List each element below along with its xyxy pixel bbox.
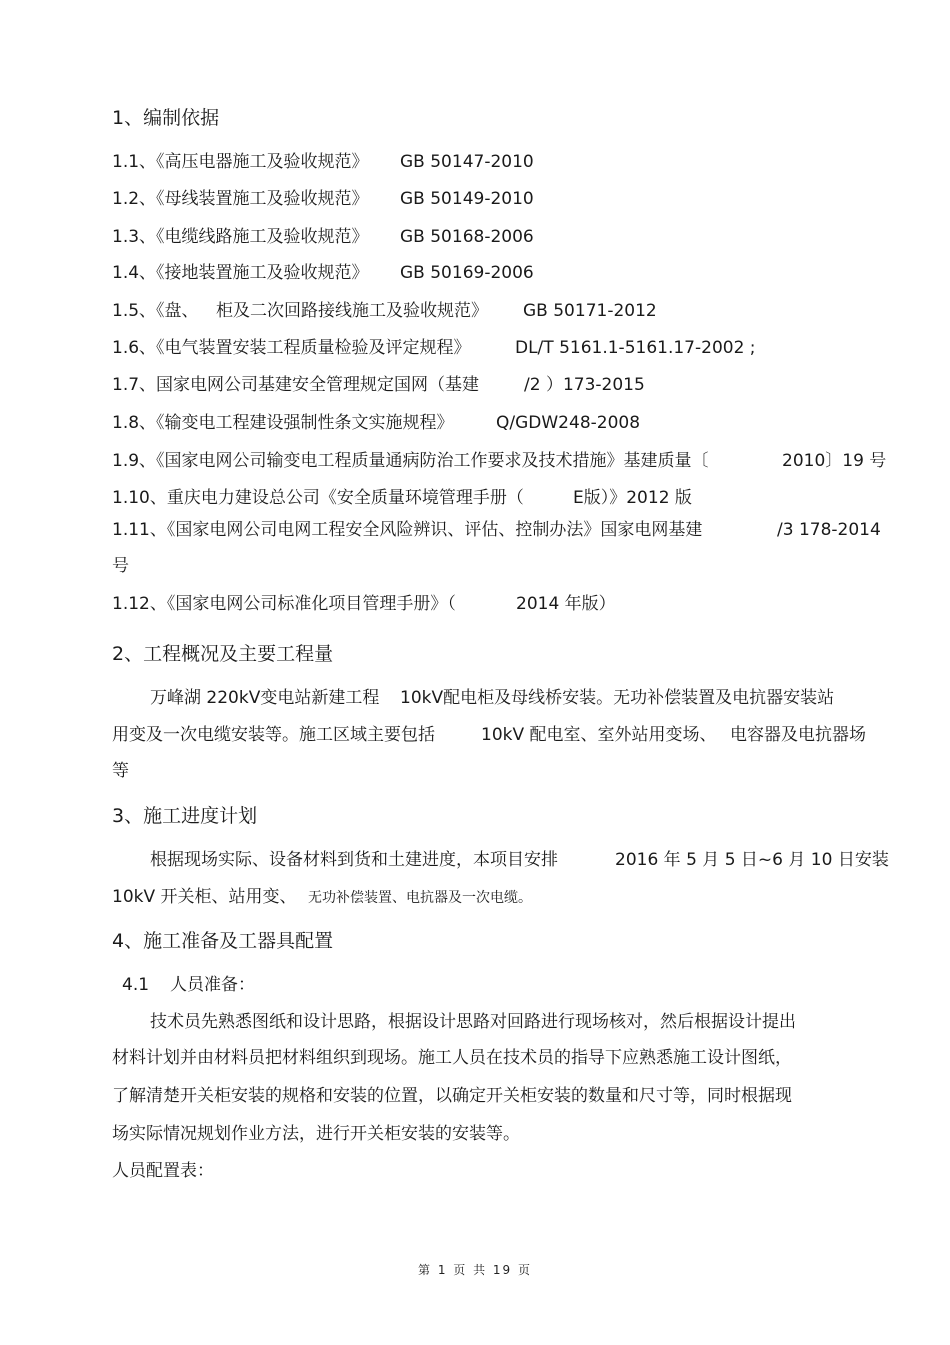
text-span: 2016 年 5 月 5 日~6 月 10 日安装 — [615, 850, 889, 870]
ref-number: 1.11 — [112, 520, 150, 540]
ref-item — [112, 225, 534, 249]
ref-code: /3 178-2014 — [777, 520, 881, 540]
ref-item — [112, 336, 756, 360]
ref-title: 、《高压电器施工及验收规范》 — [139, 152, 369, 172]
ref-code: GB 50171-2012 — [523, 301, 657, 321]
ref-number: 1.12 — [112, 594, 150, 614]
ref-number: 1.9 — [112, 451, 140, 471]
ref-number: 1.5 — [112, 301, 140, 321]
text-span: 无功补偿装置、电抗器及一次电缆。 — [308, 890, 532, 906]
ref-item — [112, 299, 657, 323]
section-1-heading: 1、编制依据 — [112, 107, 220, 129]
ref-title: 、《国家电网公司输变电工程质量通病防治工作要求及技术措施》基建质量〔 — [139, 451, 709, 471]
ref-title: 、《电气装置安装工程质量检验及评定规程》 — [139, 338, 471, 358]
ref-code: GB 50147-2010 — [400, 152, 534, 172]
ref-item — [112, 518, 881, 542]
section-3-heading: 3、施工进度计划 — [112, 805, 258, 827]
ref-number: 1.2 — [112, 189, 140, 209]
section-4-heading: 4、施工准备及工器具配置 — [112, 930, 334, 952]
subsection-4-1-heading — [122, 973, 255, 997]
paragraph-line: 技术员先熟悉图纸和设计思路，根据设计思路对回路进行现场核对，然后根据设计提出 — [150, 1012, 796, 1032]
ref-title: 、《盘、 — [139, 301, 199, 321]
ref-title: 、重庆电力建设总公司《安全质量环境管理手册（ — [149, 488, 524, 508]
ref-code: E版）》2012 版 — [573, 488, 692, 508]
paragraph-line — [150, 686, 835, 710]
ref-title: 、《接地装置施工及验收规范》 — [139, 263, 369, 283]
ref-number: 1.7 — [112, 375, 140, 395]
ref-title: 、《母线装置施工及验收规范》 — [139, 189, 369, 209]
ref-number: 1.4 — [112, 263, 140, 283]
ref-number: 1.10 — [112, 488, 150, 508]
ref-title: 、《输变电工程建设强制性条文实施规程》 — [139, 413, 454, 433]
ref-item — [112, 261, 534, 285]
table-caption: 人员配置表： — [112, 1161, 214, 1181]
ref-title: 、《国家电网公司电网工程安全风险辨识、评估、控制办法》国家电网基建 — [149, 520, 703, 540]
ref-number: 1.1 — [112, 152, 140, 172]
ref-number: 1.8 — [112, 413, 140, 433]
ref-item — [112, 486, 692, 510]
ref-code: GB 50149-2010 — [400, 189, 534, 209]
ref-item — [112, 592, 616, 616]
text-span: 10kV 开关柜、站用变、 — [112, 887, 297, 907]
ref-code: Q/GDW248-2008 — [496, 413, 641, 433]
paragraph-line: 等 — [112, 761, 129, 781]
ref-code: 2014 年版） — [516, 594, 616, 614]
ref-item — [112, 187, 534, 211]
ref-title: 、国家电网公司基建安全管理规定国网（基建 — [139, 375, 480, 395]
subsection-title: 人员准备： — [170, 975, 255, 995]
ref-code: 2010〕19 号 — [782, 451, 887, 471]
ref-code: GB 50168-2006 — [400, 227, 534, 247]
paragraph-line: 材料计划并由材料员把材料组织到现场。施工人员在技术员的指导下应熟悉施工设计图纸， — [112, 1048, 792, 1068]
ref-item — [112, 449, 887, 473]
paragraph-line — [150, 848, 889, 872]
ref-item — [112, 411, 641, 435]
page-footer: 第 1 页 共 19 页 — [418, 1263, 532, 1277]
text-span: 根据现场实际、设备材料到货和土建进度，本项目安排 — [150, 850, 558, 870]
ref-title: 、《国家电网公司标准化项目管理手册》（ — [149, 594, 456, 614]
paragraph-line — [112, 723, 866, 747]
ref-code: /2 ）173-2015 — [524, 375, 645, 395]
text-span: 电容器及电抗器场 — [730, 725, 866, 745]
ref-number: 1.6 — [112, 338, 140, 358]
text-span: 10kV 配电室、室外站用变场、 — [481, 725, 717, 745]
ref-item-continuation: 号 — [112, 556, 129, 576]
paragraph-line — [112, 885, 532, 909]
section-2-heading: 2、工程概况及主要工程量 — [112, 643, 334, 665]
ref-title: 、《电缆线路施工及验收规范》 — [139, 227, 369, 247]
ref-item — [112, 373, 645, 397]
paragraph-line: 场实际情况规划作业方法，进行开关柜安装的安装等。 — [112, 1124, 520, 1144]
ref-title-continued: 柜及二次回路接线施工及验收规范》 — [216, 301, 488, 321]
ref-number: 1.3 — [112, 227, 140, 247]
ref-code: DL/T 5161.1-5161.17-2002 ; — [515, 338, 756, 358]
paragraph-line: 了解清楚开关柜安装的规格和安装的位置，以确定开关柜安装的数量和尺寸等，同时根据现 — [112, 1086, 792, 1106]
text-span: 用变及一次电缆安装等。施工区域主要包括 — [112, 725, 435, 745]
text-span: 万峰湖 220kV变电站新建工程 — [150, 688, 380, 708]
ref-item — [112, 150, 534, 174]
subsection-number: 4.1 — [122, 975, 150, 995]
ref-code: GB 50169-2006 — [400, 263, 534, 283]
text-span: 10kV配电柜及母线桥安装。无功补偿装置及电抗器安装站 — [400, 688, 835, 708]
